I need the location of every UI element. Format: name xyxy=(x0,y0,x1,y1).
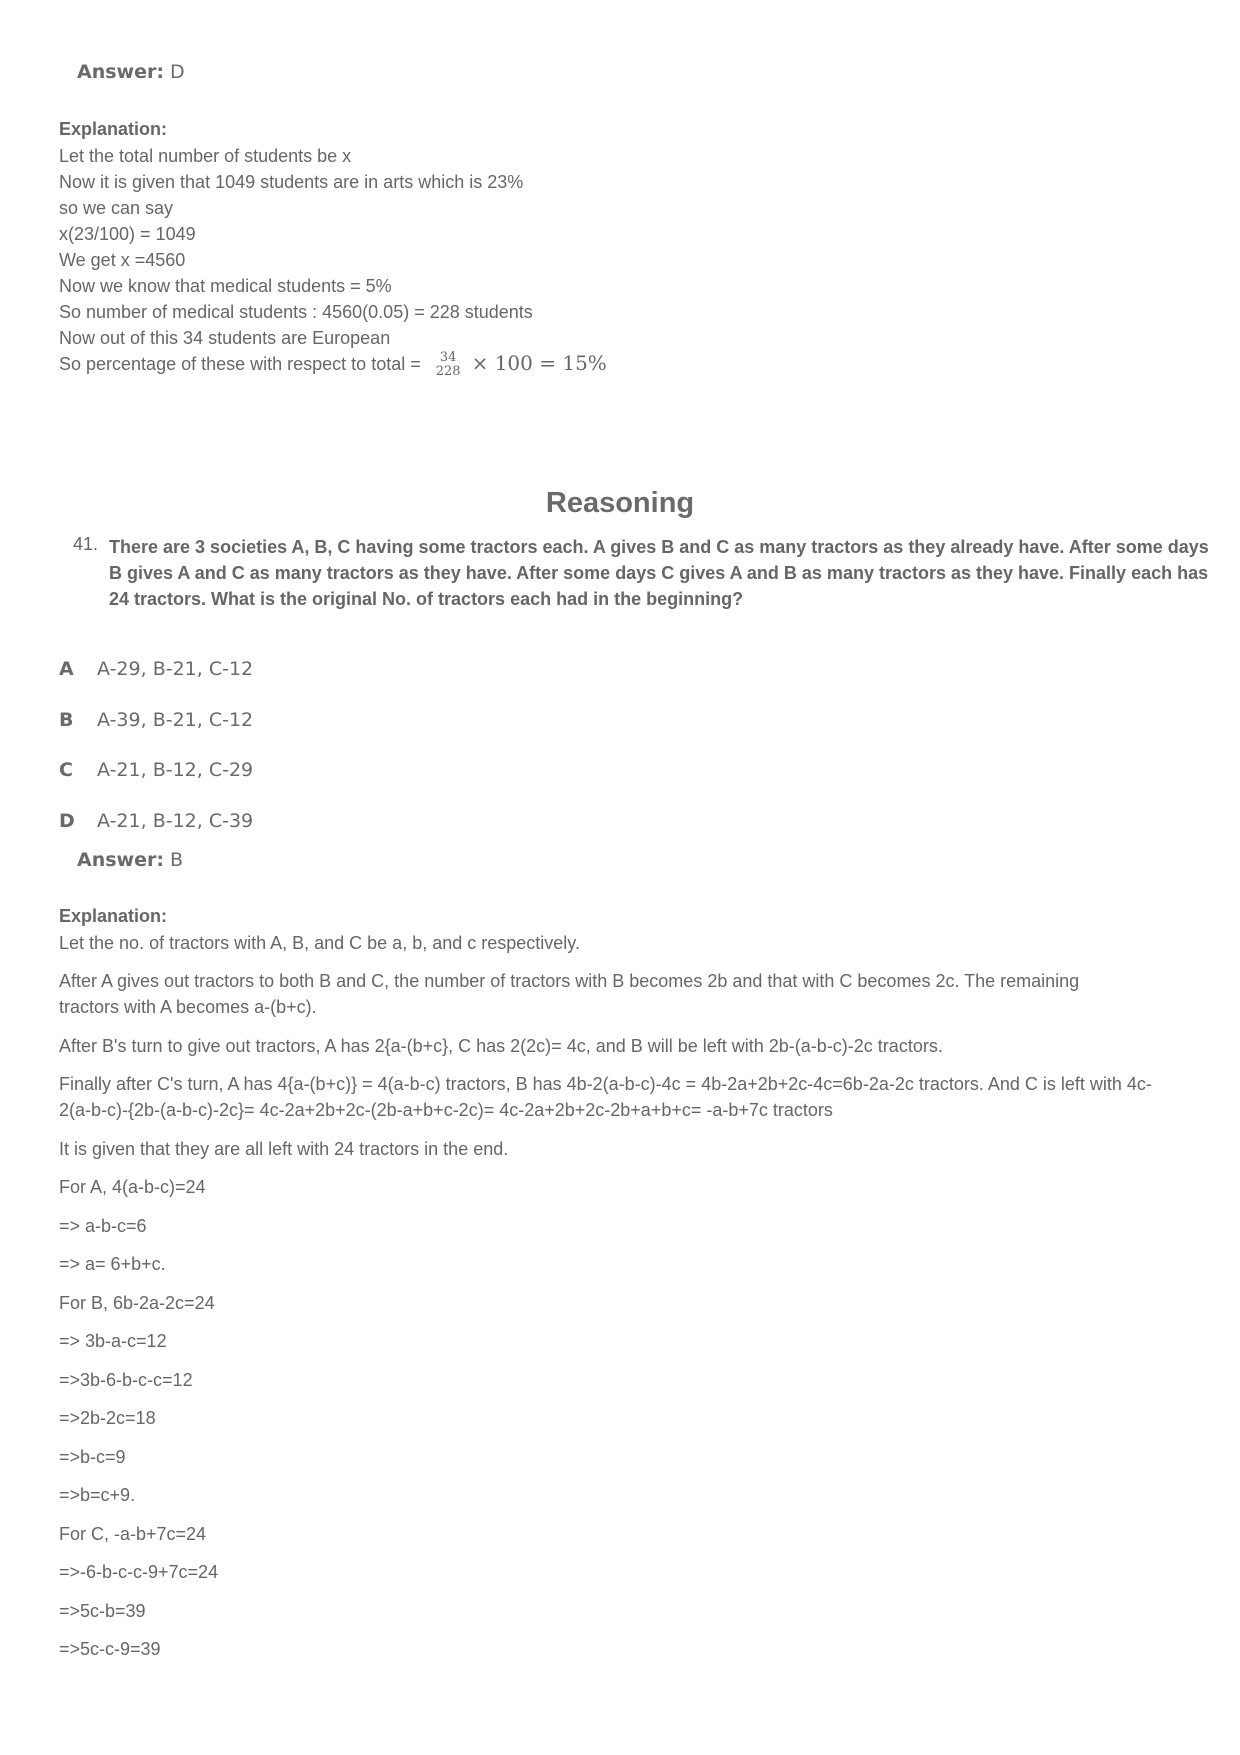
solution-step: => a= 6+b+c. xyxy=(59,1254,166,1274)
answer xyxy=(77,849,183,871)
option-text: A-21, B-12, C-29 xyxy=(97,759,254,781)
explanation-first-line: Let the no. of tractors with A, B, and C be a, b, and c respectively. xyxy=(59,933,580,953)
prev-line: Now out of this 34 students are European xyxy=(59,328,391,348)
fraction-denominator: 228 xyxy=(435,364,461,380)
fraction-numerator: 34 xyxy=(439,350,457,366)
para-line: 2(a-b-c)-{2b-(a-b-c)-2c}= 4c-2a+2b+2c-(2b-a+b+c-2c)= 4c-2a+2b+2c-2b+a+b+c= -a-b+7c tractors xyxy=(59,1100,833,1120)
answer-value: B xyxy=(170,849,184,871)
prev-explanation-label: Explanation: xyxy=(59,119,168,139)
para-line: After A gives out tractors to both B and C, the number of tractors with B becomes 2b and that with C becomes 2c. The remaining xyxy=(59,971,1080,991)
option-letter: D xyxy=(59,810,75,832)
prev-percentage-text: So percentage of these with respect to total = xyxy=(59,354,421,374)
prev-line: so we can say xyxy=(59,198,174,218)
option-text: A-29, B-21, C-12 xyxy=(97,658,254,680)
solution-step: =>2b-2c=18 xyxy=(59,1408,156,1428)
prev-answer-label: Answer: xyxy=(77,61,164,83)
explanation-label: Explanation: xyxy=(59,906,168,926)
option-b[interactable] xyxy=(59,709,253,731)
solution-step: =>5c-b=39 xyxy=(59,1601,146,1621)
solution-step: =>3b-6-b-c-c=12 xyxy=(59,1370,193,1390)
solution-step: For C, -a-b+7c=24 xyxy=(59,1524,207,1544)
prev-line: Now it is given that 1049 students are in arts which is 23% xyxy=(59,172,524,192)
prev-percentage-line xyxy=(59,350,607,379)
fraction xyxy=(436,351,461,379)
solution-step: For B, 6b-2a-2c=24 xyxy=(59,1293,215,1313)
prev-line: x(23/100) = 1049 xyxy=(59,224,196,244)
question-text xyxy=(109,534,1209,612)
option-letter: A xyxy=(59,658,74,680)
answer-label: Answer: xyxy=(77,849,164,871)
para-line: tractors with A becomes a-(b+c). xyxy=(59,997,317,1017)
option-a[interactable] xyxy=(59,658,253,680)
option-d[interactable] xyxy=(59,810,253,832)
para-line: Finally after C's turn, A has 4{a-(b+c)} = 4(a-b-c) tractors, B has 4b-2(a-b-c)-4c = 4b-2a+2b+2c-4c=6b-2a-2c tractors. And C is left with 4c- xyxy=(59,1074,1152,1094)
explanation-para: After B's turn to give out tractors, A has 2{a-(b+c}, C has 2(2c)= 4c, and B will be left with 2b-(a-b-c)-2c tractors. xyxy=(59,1036,943,1056)
option-c[interactable] xyxy=(59,759,253,781)
prev-explanation-body xyxy=(59,143,533,351)
question-number: 41. xyxy=(73,534,99,554)
question-line: 24 tractors. What is the original No. of tractors each had in the beginning? xyxy=(109,589,744,609)
solution-step: It is given that they are all left with 24 tractors in the end. xyxy=(59,1139,509,1159)
solution-step: =>-6-b-c-c-9+7c=24 xyxy=(59,1562,219,1582)
section-title: Reasoning xyxy=(545,487,695,519)
prev-answer xyxy=(77,61,185,83)
option-text: A-39, B-21, C-12 xyxy=(97,709,254,731)
prev-line: So number of medical students : 4560(0.05) = 228 students xyxy=(59,302,533,322)
prev-line: We get x =4560 xyxy=(59,250,186,270)
question-line: There are 3 societies A, B, C having some tractors each. A gives B and C as many tractors as they already have. After some days xyxy=(109,537,1209,557)
option-letter: B xyxy=(59,709,74,731)
solution-step: => 3b-a-c=12 xyxy=(59,1331,167,1351)
solution-step: =>b=c+9. xyxy=(59,1485,136,1505)
explanation-para xyxy=(59,968,1079,1020)
solution-step: For A, 4(a-b-c)=24 xyxy=(59,1177,206,1197)
option-text: A-21, B-12, C-39 xyxy=(97,810,254,832)
math-result: × 100 = 15% xyxy=(471,351,607,375)
prev-line: Now we know that medical students = 5% xyxy=(59,276,392,296)
solution-step: =>5c-c-9=39 xyxy=(59,1639,161,1659)
prev-line: Let the total number of students be x xyxy=(59,146,352,166)
explanation-para xyxy=(59,1071,1152,1123)
solution-step: => a-b-c=6 xyxy=(59,1216,147,1236)
question-line: B gives A and C as many tractors as they have. After some days C gives A and B as many tractors as they have. Finally each has xyxy=(109,563,1209,583)
solution-step: =>b-c=9 xyxy=(59,1447,126,1467)
option-letter: C xyxy=(59,759,73,781)
prev-answer-value: D xyxy=(170,61,185,83)
